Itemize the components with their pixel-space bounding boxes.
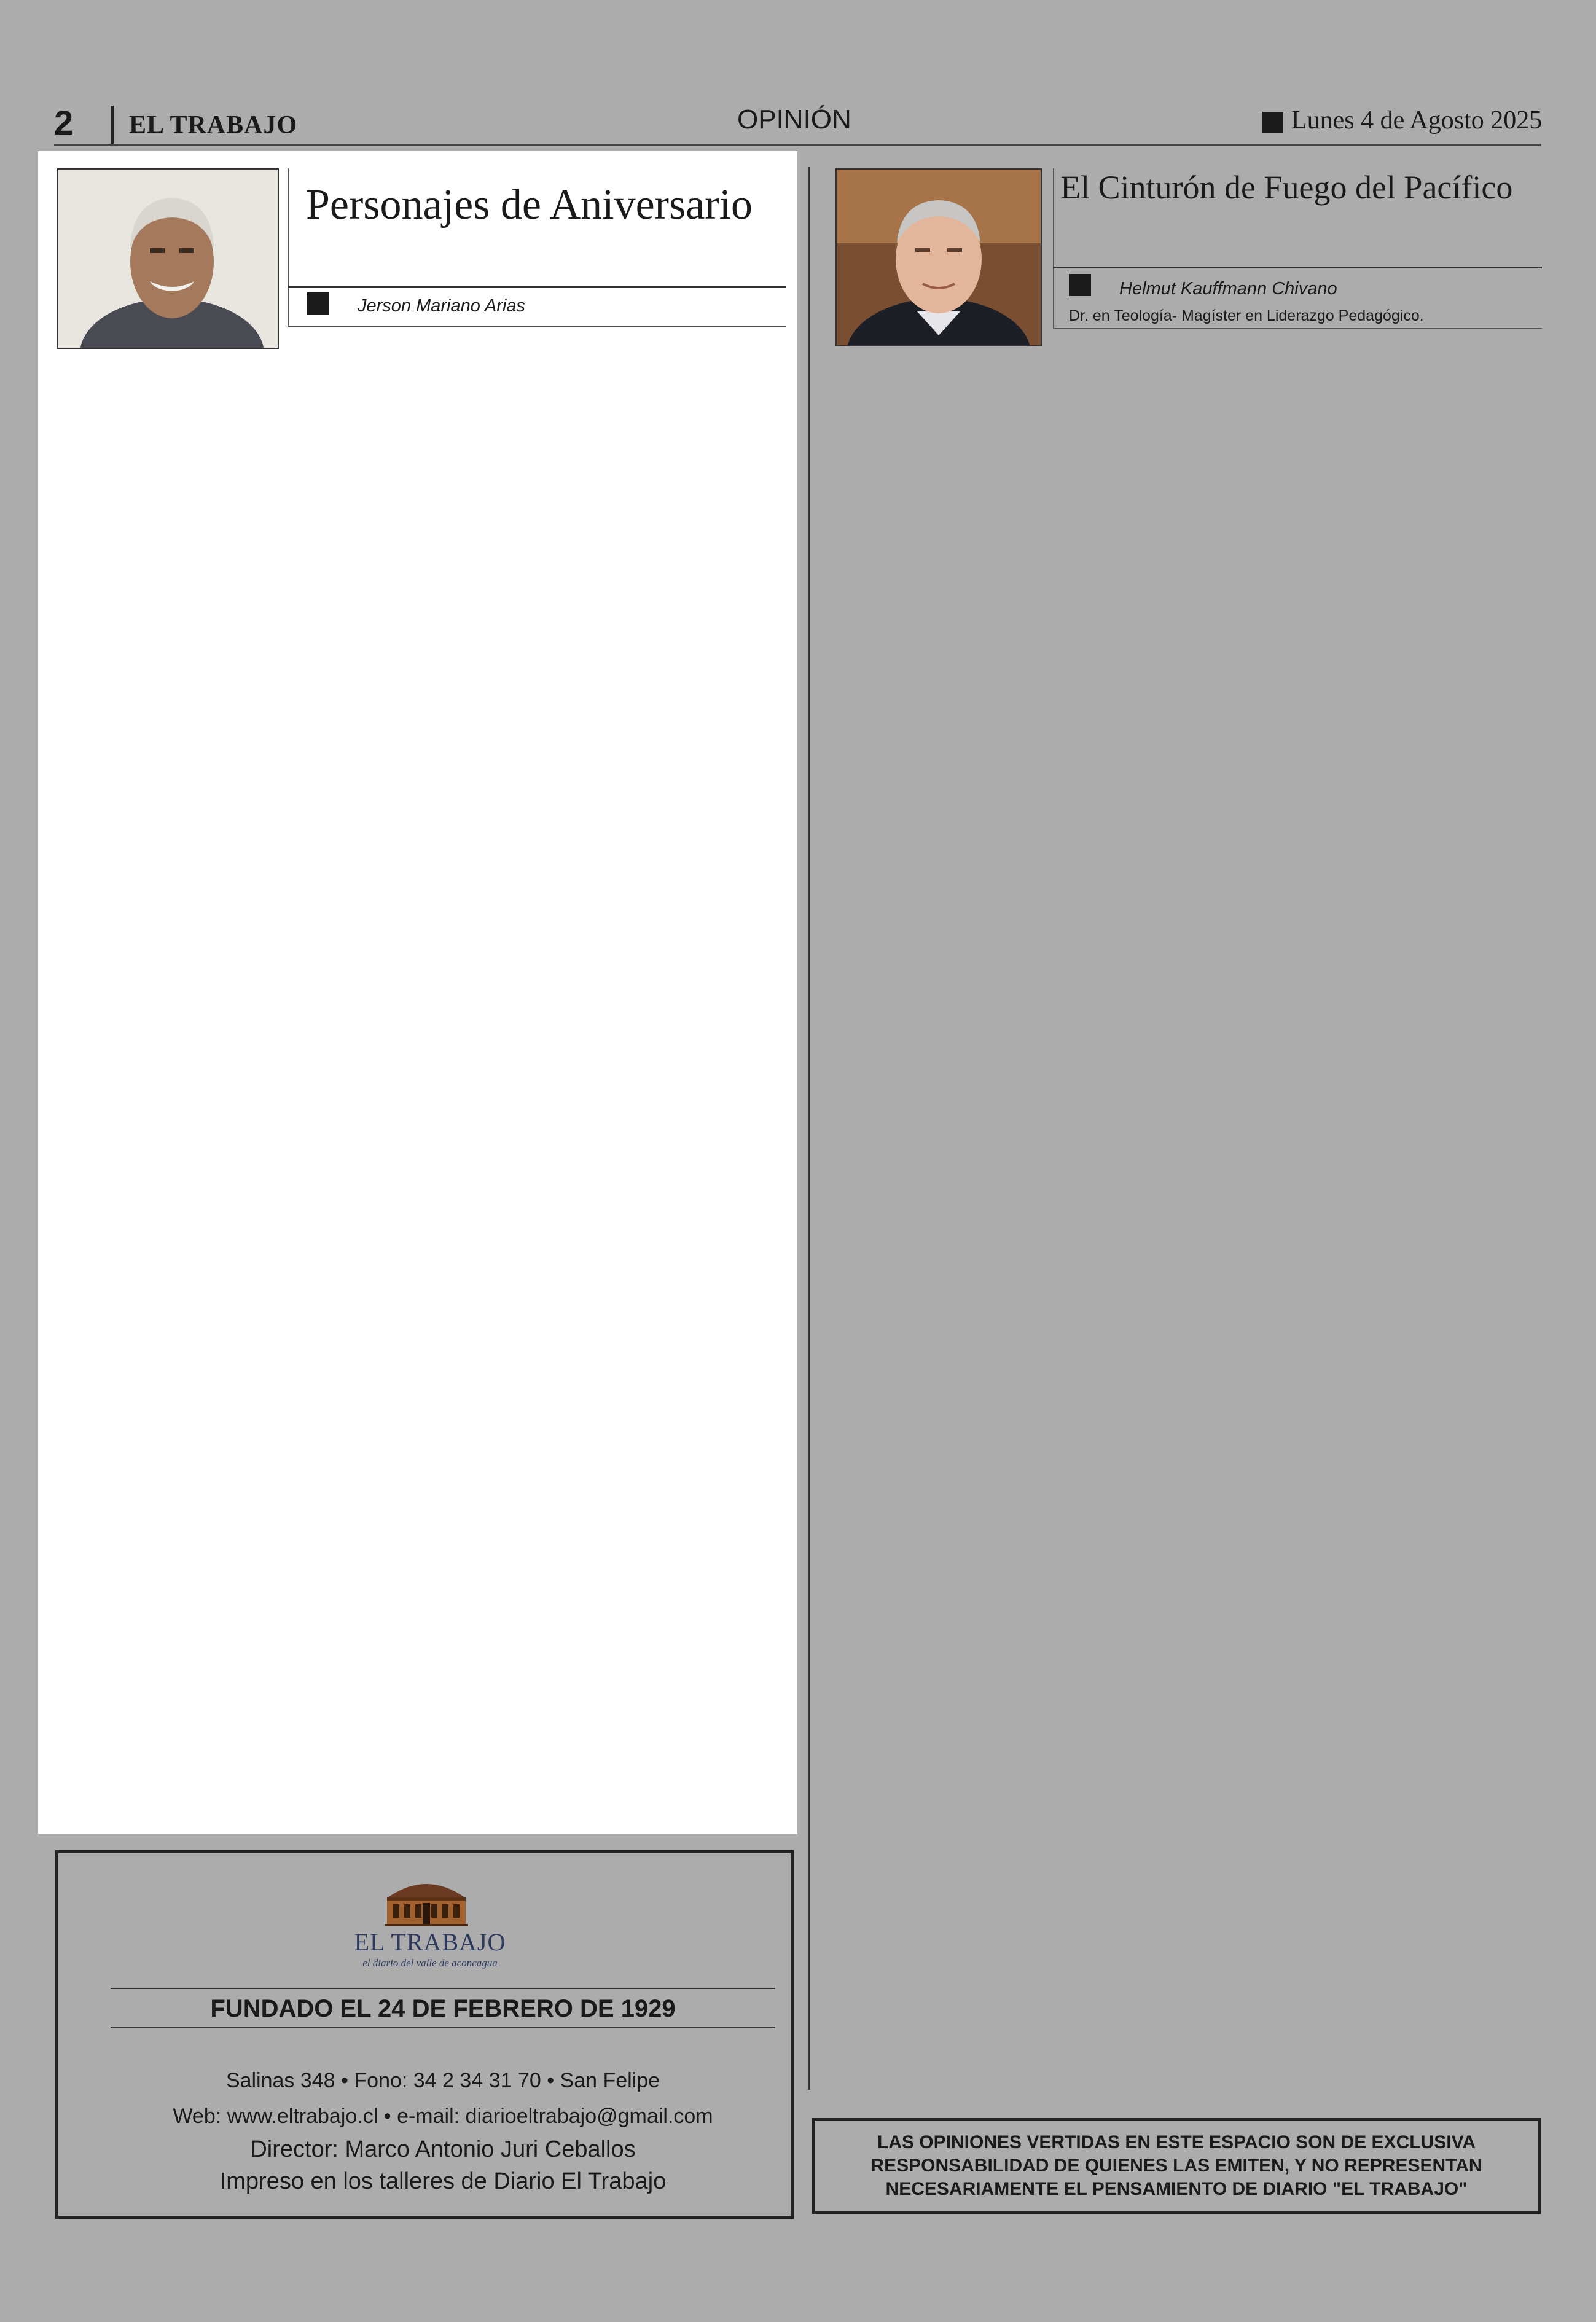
opinion-disclaimer: LAS OPINIONES VERTIDAS EN ESTE ESPACIO SON DE EXCLUSIVA RESPONSABILIDAD DE QUIENES LAS EMITEN, Y NO REPRESENTAN NECESARIAMENTE EL PENSAMIENTO DE DIARIO "EL TRABAJO" [812,2118,1541,2214]
logo-tagline: el diario del valle de aconcagua [362,1957,498,1969]
left-article-title: Personajes de Aniversario [306,181,753,229]
left-article-panel [38,151,797,1834]
logo-name: EL TRABAJO [354,1928,506,1956]
right-article-credentials: Dr. en Teología- Magíster en Liderazgo Pedagógico. [1069,307,1424,324]
author-portrait-icon [57,168,279,349]
page-number: 2 [54,103,74,142]
paper-name: EL TRABAJO [129,111,298,139]
masthead-rule-top [111,1988,775,1989]
right-article-author: Helmut Kauffmann Chivano [1119,279,1337,299]
founded-line: FUNDADO EL 24 DE FEBRERO DE 1929 [210,1995,676,2022]
title-frame-line [288,168,289,327]
address-line: Salinas 348 • Fono: 34 2 34 31 70 • San Felipe [225,2069,660,2092]
left-article-author: Jerson Mariano Arias [358,296,525,316]
date-marker-icon [1262,112,1283,133]
director-line: Director: Marco Antonio Juri Ceballos [250,2136,636,2162]
section-title: OPINIÓN [737,104,851,135]
newspaper-building-logo-icon [381,1874,472,1928]
masthead-rule-bottom [111,2027,775,2028]
printed-line: Impreso en los talleres de Diario El Trabajo [219,2168,667,2194]
byline-rule-bottom [1053,328,1542,329]
header-divider [111,106,114,144]
byline-rule-bottom [288,326,786,327]
author-portrait-icon [835,168,1042,346]
byline-rule [1053,267,1542,268]
header-rule [54,144,1541,146]
right-article-title: El Cinturón de Fuego del Pacífico [1060,169,1513,206]
column-separator [808,167,810,2090]
byline-marker-icon [307,292,329,315]
byline-rule [288,286,786,288]
issue-date: Lunes 4 de Agosto 2025 [1291,106,1543,135]
byline-marker-icon [1069,274,1091,296]
web-email-line: Web: www.eltrabajo.cl • e-mail: diarioeltrabajo@gmail.com [173,2105,713,2128]
title-frame-line [1053,168,1054,329]
